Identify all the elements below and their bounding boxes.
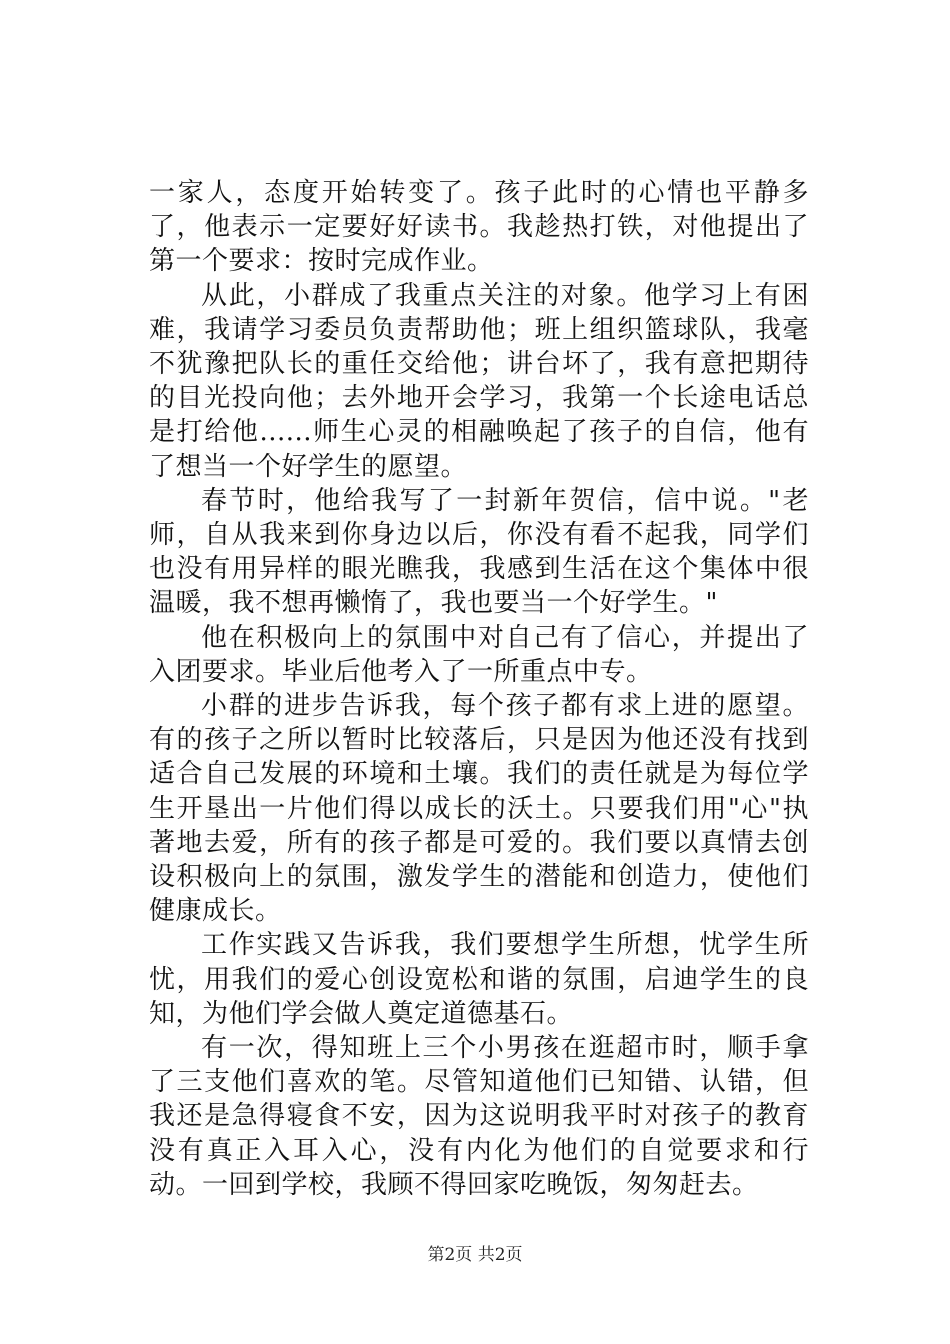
document-body (149, 176, 809, 1202)
paragraph-2: 从此，小群成了我重点关注的对象。他学习上有困难，我请学习委员负责帮助他；班上组织篮球队，我毫不犹豫把队长的重任交给他；讲台坏了，我有意把期待的目光投向他；去外地开会学习，我第一个长途电话总是打给他......师生心灵的相融唤起了孩子的自信，他有了想当一个好学生的愿望。 (149, 280, 809, 482)
paragraph-4: 他在积极向上的氛围中对自己有了信心，并提出了入团要求。毕业后他考入了一所重点中专。 (149, 622, 809, 687)
page-number-footer: 第2页 共2页 (427, 1245, 523, 1265)
paragraph-7: 有一次，得知班上三个小男孩在逛超市时，顺手拿了三支他们喜欢的笔。尽管知道他们已知错、认错，但我还是急得寝食不安，因为这说明我平时对孩子的教育没有真正入耳入心，没有内化为他们的自觉要求和行动。一回到学校，我顾不得回家吃晚饭，匆匆赶去。 (149, 1033, 809, 1200)
paragraph-3: 春节时，他给我写了一封新年贺信，信中说。"老师，自从我来到你身边以后，你没有看不起我，同学们也没有用异样的眼光瞧我，我感到生活在这个集体中很温暖，我不想再懒惰了，我也要当一个好学生。" (149, 485, 809, 619)
paragraph-5: 小群的进步告诉我，每个孩子都有求上进的愿望。有的孩子之所以暂时比较落后，只是因为他还没有找到适合自己发展的环境和土壤。我们的责任就是为每位学生开垦出一片他们得以成长的沃土。只要我们用"心"执著地去爱，所有的孩子都是可爱的。我们要以真情去创设积极向上的氛围，激发学生的潜能和创造力，使他们健康成长。 (149, 691, 809, 927)
paragraph-1: 一家人，态度开始转变了。孩子此时的心情也平静多了，他表示一定要好好读书。我趁热打铁，对他提出了第一个要求：按时完成作业。 (149, 178, 809, 277)
paragraph-6: 工作实践又告诉我，我们要想学生所想，忧学生所忧，用我们的爱心创设宽松和谐的氛围，启迪学生的良知，为他们学会做人奠定道德基石。 (149, 930, 809, 1029)
